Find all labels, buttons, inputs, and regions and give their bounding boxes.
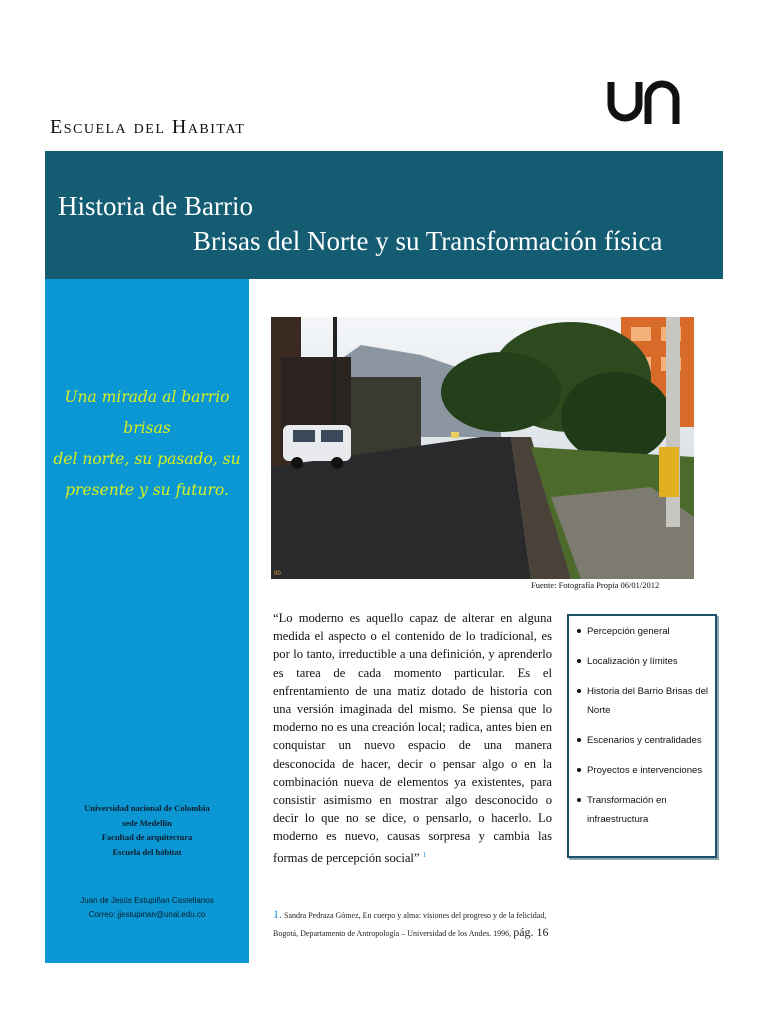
contents-item[interactable]: Historia del Barrio Brisas del Norte bbox=[575, 682, 709, 720]
footnote-number: 1. bbox=[273, 907, 282, 921]
street-photo bbox=[271, 317, 694, 579]
footnote-text: Sandra Pedraza Gómez, En cuerpo y alma: visiones del progreso y de la felicidad, Bogotá, Departamento de Antropología – Universidad de los Andes. 1996, bbox=[273, 911, 547, 938]
author-email[interactable]: Correo: jjestupinan@unal.edu.co bbox=[88, 910, 206, 919]
photo-caption: Fuente: Fotografía Propia 06/01/2012 bbox=[531, 580, 660, 590]
footnote bbox=[273, 906, 552, 942]
un-logo bbox=[606, 78, 692, 124]
title-line-1: Historia de Barrio bbox=[58, 191, 253, 221]
tagline-line: Una mirada al barrio brisas bbox=[64, 388, 230, 437]
contents-item[interactable]: Transformación en infraestructura bbox=[575, 791, 709, 829]
author-name: Juan de Jesús Estupiñan Castellanos bbox=[80, 896, 214, 905]
contents-list bbox=[569, 616, 715, 829]
quote-text: “Lo moderno es aquello capaz de alterar en alguna medida el aspecto o el contenido de lo tradicional, es por lo tanto, irreductible a una definición, y aprenderlo es tarea de cada momento particular. Es el enfrentamiento de una matiz dotado de historia con una versión imaginada del mismo. Se piensa que lo moderno no es una creación local; radica, antes bien en conquistar un nuevo espacio de una manera desconocida de hacer, decir o pensar algo o en la combinación nueva de elementos ya existentes, para consistir asimismo en mostrar algo desconocido o decir lo que no se dice, o pensarlo, o hacerlo. Lo moderno es nuevo, causas sorpresa y cambia las formas de percepción social” bbox=[273, 611, 552, 865]
contents-item[interactable]: Localización y límites bbox=[575, 652, 709, 671]
institution-line: Universidad nacional de Colombia bbox=[84, 803, 210, 813]
institution-line: Escuela del hábitat bbox=[112, 846, 182, 857]
title-line-2: Brisas del Norte y su Transformación física bbox=[193, 226, 663, 256]
footnote-page: pág. 16 bbox=[513, 925, 549, 939]
contents-box bbox=[567, 614, 717, 858]
tagline-line: presente y su futuro. bbox=[65, 481, 229, 499]
sidebar-tagline bbox=[45, 382, 249, 506]
footnote-ref[interactable]: 1 bbox=[422, 850, 427, 859]
author-block bbox=[45, 894, 249, 922]
contents-item[interactable]: Percepción general bbox=[575, 622, 709, 641]
institution-line: Facultad de arquitectura bbox=[101, 832, 193, 842]
street-scene-image bbox=[271, 317, 694, 579]
tagline-line: del norte, su pasado, su bbox=[53, 450, 241, 468]
photo-date-stamp: 00 bbox=[274, 571, 281, 577]
institution-line: sede Medellín bbox=[122, 817, 172, 828]
contents-item[interactable]: Escenarios y centralidades bbox=[575, 731, 709, 750]
contents-item[interactable]: Proyectos e intervenciones bbox=[575, 761, 709, 780]
quote-paragraph bbox=[273, 609, 552, 867]
institution-block bbox=[45, 801, 249, 859]
school-name: Escuela del Habitat bbox=[50, 116, 246, 138]
